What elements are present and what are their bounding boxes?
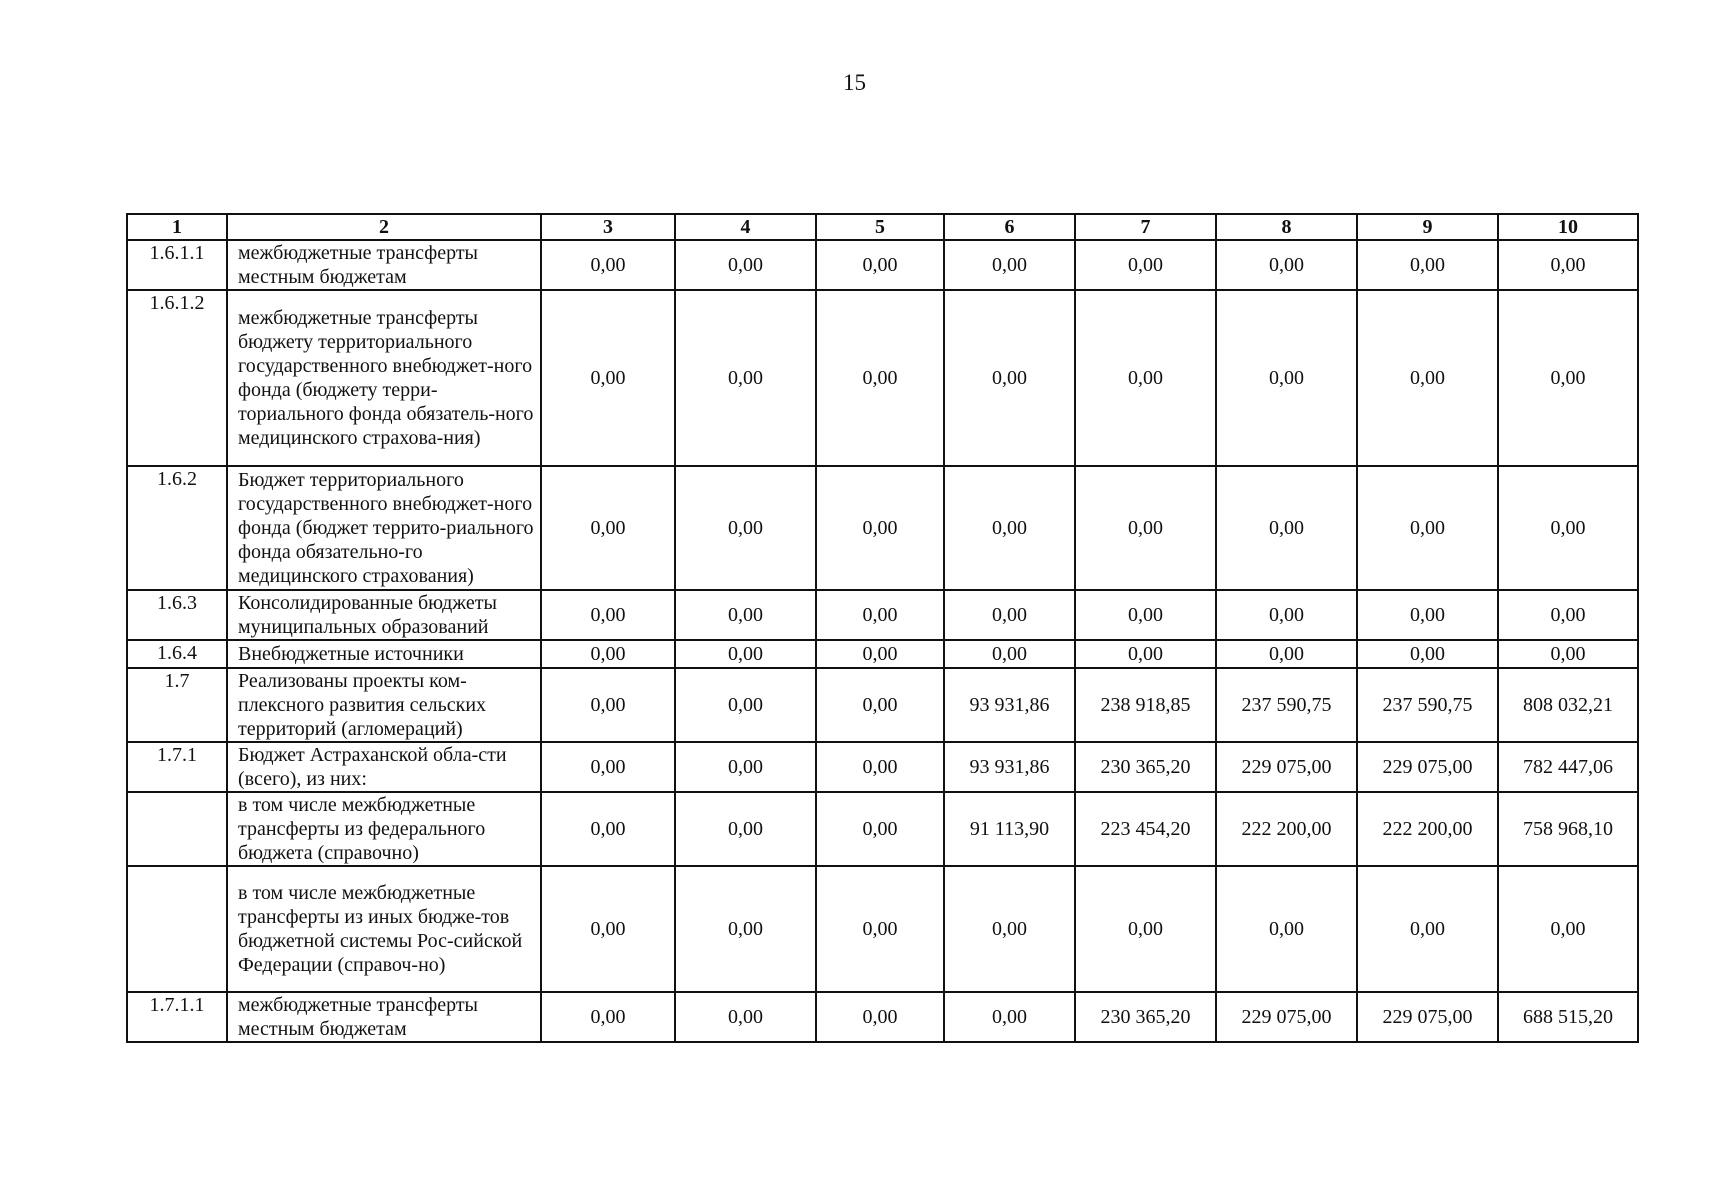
row-code xyxy=(127,866,227,992)
table-row xyxy=(127,466,1638,590)
value-cell-col-9: 0,00 xyxy=(1357,590,1498,640)
row-name: в том числе межбюджетные трансферты из иных бюдже-тов бюджетной системы Рос-сийской Федерации (справоч-но) xyxy=(227,866,541,992)
row-name: Бюджет территориального государственного внебюджет-ного фонда (бюджет террито-риального фонда обязательно-го медицинского страхования) xyxy=(227,466,541,590)
value-cell-col-4: 0,00 xyxy=(675,792,816,866)
row-name: межбюджетные трансферты местным бюджетам xyxy=(227,240,541,290)
value-cell-col-3: 0,00 xyxy=(541,240,675,290)
value-cell-col-4: 0,00 xyxy=(675,290,816,466)
row-code: 1.7.1 xyxy=(127,742,227,792)
row-name: в том числе межбюджетные трансферты из федерального бюджета (справочно) xyxy=(227,792,541,866)
value-cell-col-8: 237 590,75 xyxy=(1216,668,1357,742)
value-cell-col-4: 0,00 xyxy=(675,992,816,1042)
value-cell-col-9: 229 075,00 xyxy=(1357,742,1498,792)
budget-table xyxy=(126,213,1639,1043)
header-cell-10: 10 xyxy=(1498,214,1638,240)
value-cell-col-8: 229 075,00 xyxy=(1216,742,1357,792)
value-cell-col-7: 0,00 xyxy=(1075,640,1216,668)
row-code: 1.6.3 xyxy=(127,590,227,640)
header-cell-7: 7 xyxy=(1075,214,1216,240)
value-cell-col-10: 782 447,06 xyxy=(1498,742,1638,792)
page-number: 15 xyxy=(843,70,866,95)
value-cell-col-9: 0,00 xyxy=(1357,240,1498,290)
value-cell-col-3: 0,00 xyxy=(541,792,675,866)
value-cell-col-5: 0,00 xyxy=(816,742,944,792)
row-code: 1.7.1.1 xyxy=(127,992,227,1042)
value-cell-col-5: 0,00 xyxy=(816,866,944,992)
table-row xyxy=(127,792,1638,866)
value-cell-col-3: 0,00 xyxy=(541,466,675,590)
value-cell-col-6: 93 931,86 xyxy=(944,668,1075,742)
value-cell-col-7: 238 918,85 xyxy=(1075,668,1216,742)
value-cell-col-5: 0,00 xyxy=(816,668,944,742)
value-cell-col-10: 0,00 xyxy=(1498,290,1638,466)
value-cell-col-10: 0,00 xyxy=(1498,240,1638,290)
value-cell-col-3: 0,00 xyxy=(541,992,675,1042)
value-cell-col-8: 222 200,00 xyxy=(1216,792,1357,866)
value-cell-col-7: 0,00 xyxy=(1075,466,1216,590)
row-name: Консолидированные бюджеты муниципальных образований xyxy=(227,590,541,640)
header-cell-2: 2 xyxy=(227,214,541,240)
header-cell-6: 6 xyxy=(944,214,1075,240)
table-body xyxy=(127,214,1638,1042)
value-cell-col-4: 0,00 xyxy=(675,742,816,792)
table-row xyxy=(127,668,1638,742)
value-cell-col-6: 0,00 xyxy=(944,466,1075,590)
value-cell-col-10: 0,00 xyxy=(1498,640,1638,668)
value-cell-col-7: 0,00 xyxy=(1075,290,1216,466)
value-cell-col-8: 229 075,00 xyxy=(1216,992,1357,1042)
value-cell-col-8: 0,00 xyxy=(1216,240,1357,290)
value-cell-col-9: 222 200,00 xyxy=(1357,792,1498,866)
value-cell-col-9: 229 075,00 xyxy=(1357,992,1498,1042)
value-cell-col-4: 0,00 xyxy=(675,640,816,668)
value-cell-col-8: 0,00 xyxy=(1216,466,1357,590)
value-cell-col-5: 0,00 xyxy=(816,992,944,1042)
value-cell-col-9: 0,00 xyxy=(1357,866,1498,992)
value-cell-col-6: 0,00 xyxy=(944,590,1075,640)
value-cell-col-3: 0,00 xyxy=(541,640,675,668)
value-cell-col-3: 0,00 xyxy=(541,290,675,466)
row-code: 1.6.1.1 xyxy=(127,240,227,290)
value-cell-col-7: 223 454,20 xyxy=(1075,792,1216,866)
value-cell-col-3: 0,00 xyxy=(541,668,675,742)
row-code: 1.6.4 xyxy=(127,640,227,668)
value-cell-col-5: 0,00 xyxy=(816,290,944,466)
value-cell-col-4: 0,00 xyxy=(675,466,816,590)
value-cell-col-5: 0,00 xyxy=(816,792,944,866)
value-cell-col-6: 0,00 xyxy=(944,240,1075,290)
value-cell-col-8: 0,00 xyxy=(1216,866,1357,992)
header-cell-1: 1 xyxy=(127,214,227,240)
header-cell-3: 3 xyxy=(541,214,675,240)
header-row xyxy=(127,214,1638,240)
table-row xyxy=(127,290,1638,466)
value-cell-col-5: 0,00 xyxy=(816,240,944,290)
row-code: 1.6.2 xyxy=(127,466,227,590)
value-cell-col-6: 93 931,86 xyxy=(944,742,1075,792)
table-row xyxy=(127,240,1638,290)
row-name: межбюджетные трансферты бюджету территориального государственного внебюджет-ного фонда (бюджету терри-ториального фонда обязатель-ного медицинского страхова-ния) xyxy=(227,290,541,466)
header-cell-8: 8 xyxy=(1216,214,1357,240)
value-cell-col-8: 0,00 xyxy=(1216,640,1357,668)
value-cell-col-3: 0,00 xyxy=(541,866,675,992)
row-name: Внебюджетные источники xyxy=(227,640,541,668)
value-cell-col-6: 0,00 xyxy=(944,992,1075,1042)
table-row xyxy=(127,742,1638,792)
header-cell-5: 5 xyxy=(816,214,944,240)
table-row xyxy=(127,590,1638,640)
value-cell-col-9: 0,00 xyxy=(1357,290,1498,466)
row-code: 1.6.1.2 xyxy=(127,290,227,466)
value-cell-col-10: 688 515,20 xyxy=(1498,992,1638,1042)
row-code xyxy=(127,792,227,866)
row-code: 1.7 xyxy=(127,668,227,742)
value-cell-col-4: 0,00 xyxy=(675,866,816,992)
value-cell-col-10: 0,00 xyxy=(1498,866,1638,992)
value-cell-col-8: 0,00 xyxy=(1216,290,1357,466)
table-row xyxy=(127,866,1638,992)
value-cell-col-6: 0,00 xyxy=(944,640,1075,668)
row-name: Бюджет Астраханской обла-сти (всего), из них: xyxy=(227,742,541,792)
value-cell-col-3: 0,00 xyxy=(541,742,675,792)
value-cell-col-10: 758 968,10 xyxy=(1498,792,1638,866)
value-cell-col-6: 91 113,90 xyxy=(944,792,1075,866)
table-row xyxy=(127,992,1638,1042)
value-cell-col-10: 808 032,21 xyxy=(1498,668,1638,742)
value-cell-col-5: 0,00 xyxy=(816,640,944,668)
header-cell-4: 4 xyxy=(675,214,816,240)
value-cell-col-7: 0,00 xyxy=(1075,590,1216,640)
row-name: межбюджетные трансферты местным бюджетам xyxy=(227,992,541,1042)
row-name: Реализованы проекты ком-плексного развития сельских территорий (агломераций) xyxy=(227,668,541,742)
value-cell-col-4: 0,00 xyxy=(675,590,816,640)
value-cell-col-7: 230 365,20 xyxy=(1075,742,1216,792)
value-cell-col-9: 237 590,75 xyxy=(1357,668,1498,742)
value-cell-col-8: 0,00 xyxy=(1216,590,1357,640)
value-cell-col-7: 0,00 xyxy=(1075,866,1216,992)
value-cell-col-10: 0,00 xyxy=(1498,590,1638,640)
value-cell-col-7: 0,00 xyxy=(1075,240,1216,290)
value-cell-col-4: 0,00 xyxy=(675,240,816,290)
value-cell-col-3: 0,00 xyxy=(541,590,675,640)
value-cell-col-6: 0,00 xyxy=(944,866,1075,992)
value-cell-col-6: 0,00 xyxy=(944,290,1075,466)
value-cell-col-5: 0,00 xyxy=(816,590,944,640)
value-cell-col-9: 0,00 xyxy=(1357,640,1498,668)
value-cell-col-10: 0,00 xyxy=(1498,466,1638,590)
value-cell-col-7: 230 365,20 xyxy=(1075,992,1216,1042)
value-cell-col-5: 0,00 xyxy=(816,466,944,590)
value-cell-col-9: 0,00 xyxy=(1357,466,1498,590)
table-row xyxy=(127,640,1638,668)
value-cell-col-4: 0,00 xyxy=(675,668,816,742)
header-cell-9: 9 xyxy=(1357,214,1498,240)
